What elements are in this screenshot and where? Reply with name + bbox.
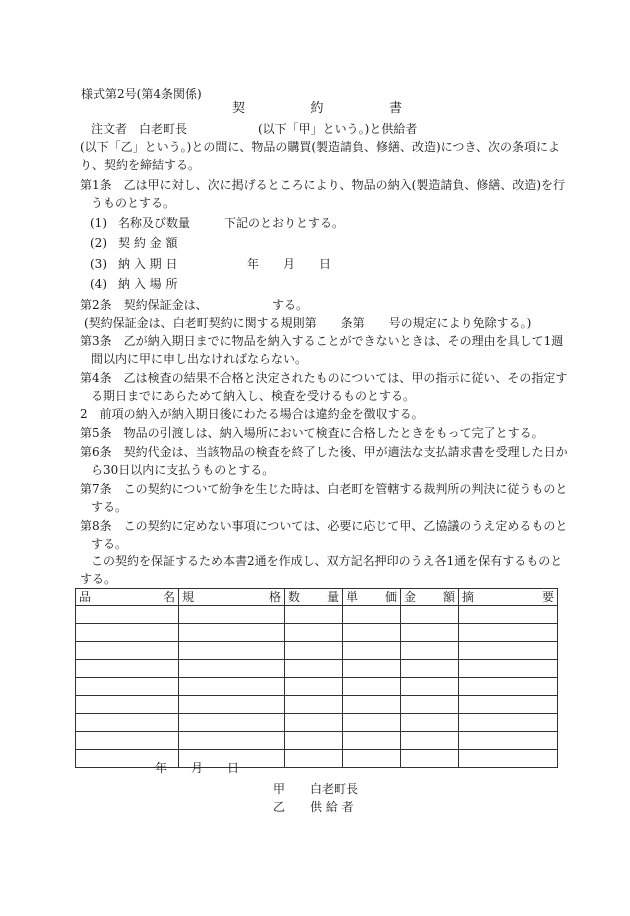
- closing-text: する。: [80, 572, 117, 586]
- preamble-line: り、契約を締結する。: [80, 158, 201, 172]
- preamble-orderer: 注文者 白老町長: [91, 122, 188, 136]
- table-cell: [285, 606, 343, 624]
- table-cell: [179, 642, 285, 660]
- header-item-name: 品 名: [76, 589, 179, 606]
- article-1-item-num: (3): [90, 257, 107, 271]
- form-number: 様式第2号(第4条関係): [81, 87, 202, 101]
- article-5-text: 第5条 物品の引渡しは、納入場所において検査に合格したときをもって完了とする。: [80, 426, 544, 440]
- table-cell: [401, 606, 459, 624]
- party-a-name: 白老町長: [310, 782, 359, 796]
- table-cell: [459, 606, 558, 624]
- party-a-label: 甲: [273, 782, 286, 796]
- article-8-text: 第8条 この契約に定めない事項については、必要に応じて甲、乙協議のうえ定めるものと: [80, 519, 568, 533]
- table-cell: [179, 732, 285, 750]
- table-cell: [343, 624, 401, 642]
- header-amount: 金 額: [401, 589, 459, 606]
- table-cell: [76, 624, 179, 642]
- article-2-text: する。: [272, 298, 309, 312]
- article-8-text: する。: [91, 537, 128, 551]
- table-cell: [459, 750, 558, 768]
- table-row: [76, 678, 558, 696]
- table-cell: [285, 642, 343, 660]
- table-row: [76, 660, 558, 678]
- table-cell: [401, 714, 459, 732]
- table-row: [76, 624, 558, 642]
- table-cell: [459, 714, 558, 732]
- table-cell: [343, 678, 401, 696]
- article-2-text: 第2条 契約保証金は、: [80, 298, 208, 312]
- table-cell: [343, 750, 401, 768]
- table-cell: [76, 606, 179, 624]
- article-3-text: 間以内に甲に申し出なければならない。: [91, 352, 308, 366]
- article-2-note: (契約保証金は、白老町契約に関する規則第 条第 号の規定により免除する。): [84, 316, 532, 330]
- table-cell: [179, 624, 285, 642]
- article-1-item-label: 契 約 金 額: [118, 236, 178, 250]
- table-row: [76, 750, 558, 768]
- table-cell: [179, 696, 285, 714]
- header-remarks: 摘 要: [459, 589, 558, 606]
- article-1-item-value: 下記のとおりとする。: [224, 216, 345, 230]
- table-cell: [459, 732, 558, 750]
- party-b-label: 乙: [273, 800, 286, 814]
- table-cell: [401, 732, 459, 750]
- article-1-text: 第1条 乙は甲に対し、次に掲げるところにより、物品の納入(製造請負、修繕、改造)を行: [80, 178, 566, 192]
- table-row: [76, 606, 558, 624]
- table-cell: [401, 660, 459, 678]
- article-7-text: する。: [91, 500, 128, 514]
- header-quantity: 数 量: [285, 589, 343, 606]
- table-cell: [343, 606, 401, 624]
- table-cell: [285, 660, 343, 678]
- table-cell: [285, 750, 343, 768]
- table-cell: [343, 714, 401, 732]
- table-cell: [76, 732, 179, 750]
- article-1-item-label: 名称及び数量: [118, 216, 191, 230]
- table-body: [76, 606, 558, 768]
- table-cell: [459, 678, 558, 696]
- table-cell: [459, 642, 558, 660]
- table-cell: [179, 660, 285, 678]
- table-cell: [76, 696, 179, 714]
- table-cell: [459, 624, 558, 642]
- table-cell: [285, 624, 343, 642]
- table-cell: [343, 696, 401, 714]
- table-cell: [76, 714, 179, 732]
- table-cell: [401, 642, 459, 660]
- article-6-text: ら30日以内に支払うものとする。: [91, 463, 275, 477]
- article-1-item-num: (2): [90, 236, 107, 250]
- table-cell: [179, 714, 285, 732]
- table-cell: [401, 696, 459, 714]
- header-unit-price: 単 価: [343, 589, 401, 606]
- article-4-text: 第4条 乙は検査の結果不合格と決定されたものについては、甲の指示に従い、その指定す: [80, 371, 568, 385]
- article-1-item-value: 年 月 日: [247, 257, 332, 271]
- article-1-item-num: (4): [90, 277, 107, 291]
- article-1-item-label: 納 入 期 日: [118, 257, 178, 271]
- items-table: [75, 588, 558, 768]
- table-row: [76, 642, 558, 660]
- table-row: [76, 732, 558, 750]
- table-cell: [401, 750, 459, 768]
- header-spec: 規 格: [179, 589, 285, 606]
- table-cell: [285, 714, 343, 732]
- article-1-item-num: (1): [90, 216, 107, 230]
- table-cell: [401, 624, 459, 642]
- article-1-text: うものとする。: [91, 196, 176, 210]
- signature-date: 年 月 日: [155, 761, 240, 775]
- party-b-name: 供 給 者: [310, 800, 354, 814]
- article-4-para-2: 2 前項の納入が納入期日後にわたる場合は違約金を徴収する。: [80, 407, 424, 421]
- table-cell: [179, 606, 285, 624]
- title-char: 契: [232, 101, 246, 116]
- title-char: 約: [310, 101, 324, 116]
- table-cell: [459, 660, 558, 678]
- table-cell: [76, 678, 179, 696]
- table-cell: [343, 660, 401, 678]
- closing-text: この契約を保証するため本書2通を作成し、双方記名押印のうえ各1通を保有するものと: [91, 554, 563, 568]
- table-cell: [285, 678, 343, 696]
- table-cell: [401, 678, 459, 696]
- article-7-text: 第7条 この契約について紛争を生じた時は、白老町を管轄する裁判所の判決に従うものと: [80, 482, 568, 496]
- table-cell: [179, 678, 285, 696]
- article-4-text: る期日までにあらためて納入し、検査を受けるものとする。: [91, 389, 416, 403]
- table-row: [76, 696, 558, 714]
- document-title: [232, 101, 402, 117]
- article-6-text: 第6条 契約代金は、当該物品の検査を終了した後、甲が適法な支払請求書を受理した日か: [80, 445, 568, 459]
- preamble-line: (以下「乙」という。)との間に、物品の購買(製造請負、修繕、改造)につき、次の条項によ: [80, 140, 561, 154]
- preamble-party-a: (以下「甲」という。)と供給者: [258, 122, 418, 136]
- title-char: 書: [388, 101, 402, 116]
- table-header-row: [76, 589, 558, 606]
- table-cell: [459, 696, 558, 714]
- table-cell: [285, 696, 343, 714]
- table-cell: [76, 660, 179, 678]
- article-3-text: 第3条 乙が納入期日までに物品を納入することができないときは、その理由を具して1週: [80, 334, 564, 348]
- table-cell: [343, 732, 401, 750]
- table-cell: [343, 642, 401, 660]
- table-cell: [76, 642, 179, 660]
- article-1-item-label: 納 入 場 所: [118, 277, 178, 291]
- table-cell: [285, 732, 343, 750]
- table-row: [76, 714, 558, 732]
